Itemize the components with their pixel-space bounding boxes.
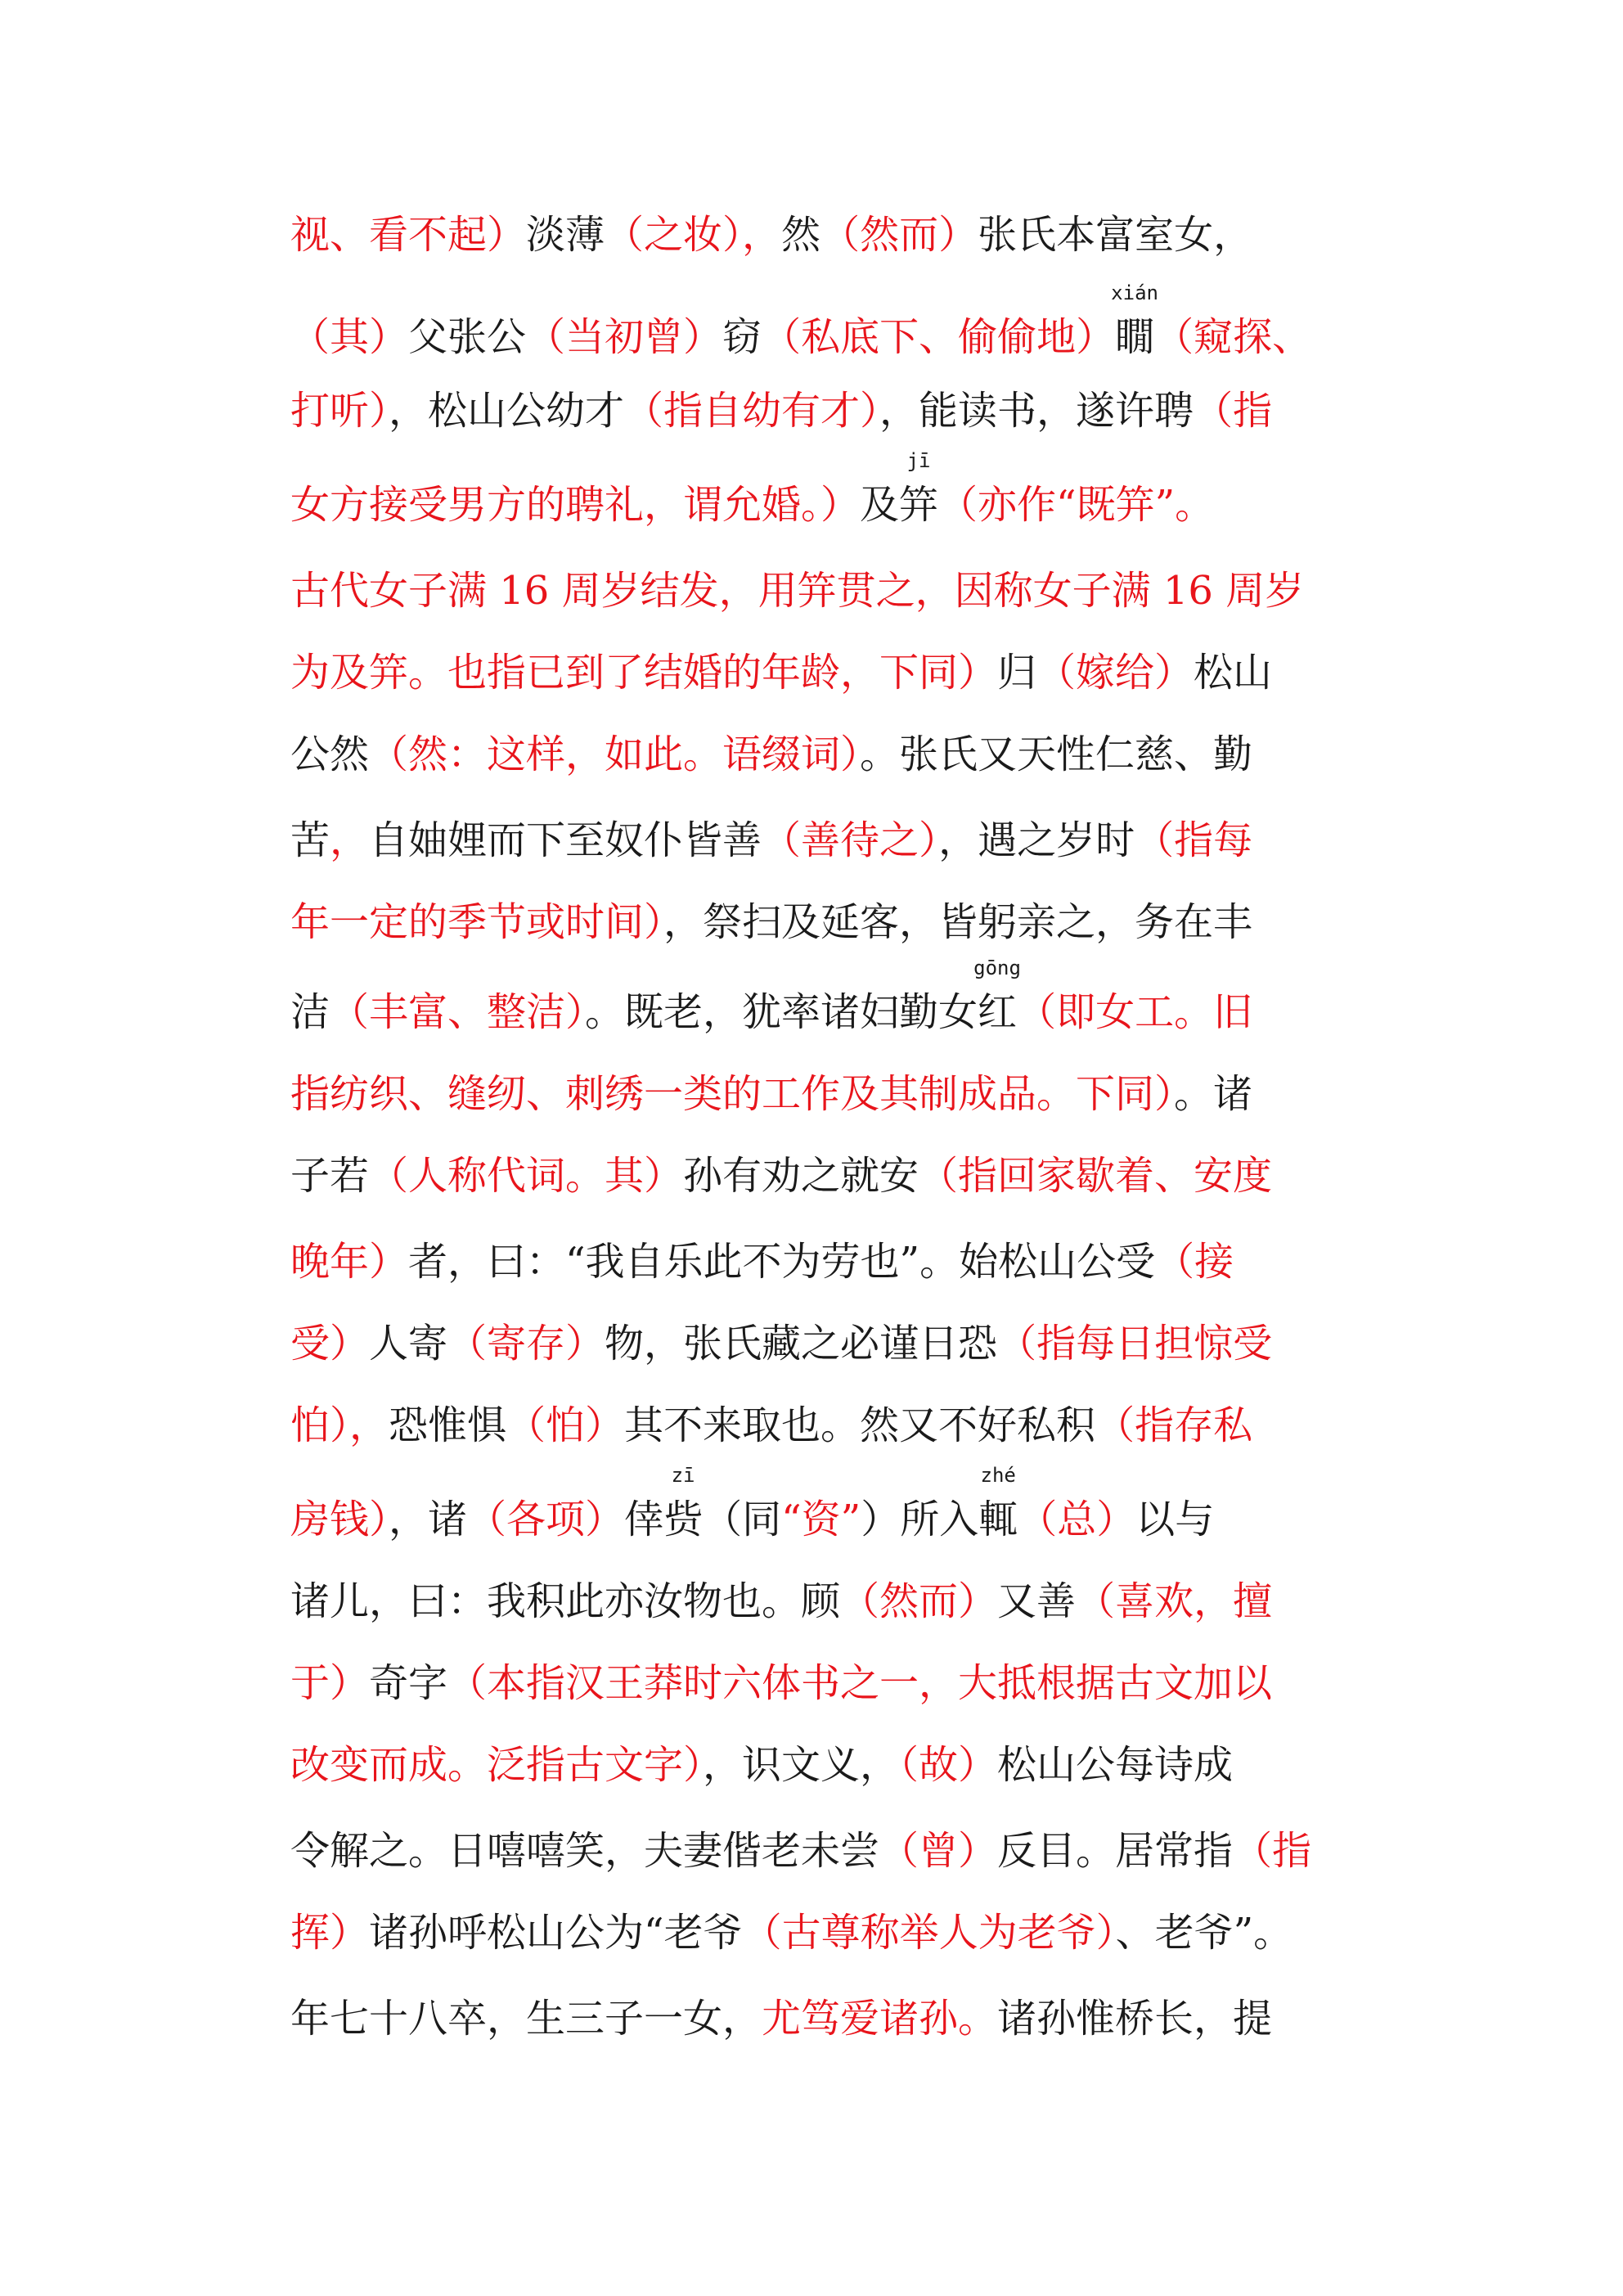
text-line bbox=[290, 1657, 1387, 1709]
annotation-text: （指自幼有才） bbox=[624, 388, 880, 434]
original-text: 年七十八卒，生三子一女， bbox=[290, 1996, 762, 2042]
original-text: 孙有劝之就安 bbox=[683, 1153, 919, 1199]
annotation-text: （怕） bbox=[506, 1402, 625, 1448]
annotation-text: （接 bbox=[1155, 1239, 1234, 1285]
annotation-text: （人称代词。其） bbox=[369, 1153, 684, 1199]
original-text: 松山公每诗成 bbox=[997, 1742, 1234, 1788]
original-text: 公然 bbox=[290, 732, 370, 777]
original-text: ，识文义， bbox=[703, 1742, 900, 1788]
annotation-text: （指存私 bbox=[1095, 1402, 1253, 1448]
original-text: 父张公 bbox=[408, 314, 527, 360]
annotation-text: 改变而成。泛指古文字） bbox=[290, 1742, 704, 1788]
annotation-text: （然：这样，如此。语缀词） bbox=[369, 732, 861, 777]
annotation-text: （亦作“既笄”。 bbox=[938, 482, 1215, 528]
annotation-text: （各项） bbox=[467, 1497, 625, 1542]
annotation-text: （之妆）， bbox=[605, 212, 782, 258]
base-character: 瞯 bbox=[1115, 314, 1155, 360]
text-line bbox=[290, 1150, 1387, 1202]
annotation-text: （曾） bbox=[879, 1828, 998, 1874]
pinyin-annotation: zhé bbox=[980, 1464, 1016, 1487]
text-line bbox=[290, 449, 1387, 531]
original-text: 然 bbox=[781, 212, 821, 258]
original-text: ，诸 bbox=[389, 1497, 468, 1542]
annotated-character bbox=[973, 957, 1021, 1038]
annotation-text: （古尊称举人为老爷） bbox=[742, 1910, 1116, 1956]
original-text: 又善 bbox=[997, 1578, 1077, 1624]
base-character: 輒 bbox=[978, 1497, 1018, 1542]
text-line bbox=[290, 1992, 1387, 2045]
annotation-text: 挥） bbox=[290, 1910, 370, 1956]
pinyin-annotation: xián bbox=[1111, 281, 1158, 304]
original-text: 以与 bbox=[1135, 1497, 1215, 1542]
annotation-text: （丰富、整洁） bbox=[330, 989, 586, 1035]
original-text: ，松山公幼才 bbox=[389, 388, 625, 434]
annotation-text: （嫁给） bbox=[1036, 650, 1194, 696]
annotation-text: （其） bbox=[290, 314, 409, 360]
original-text: 及 bbox=[860, 482, 900, 528]
text-line bbox=[290, 1907, 1387, 1959]
original-text: ，祭扫及延客，皆躬亲之，务在丰 bbox=[663, 899, 1253, 945]
annotation-text: （指每 bbox=[1135, 817, 1253, 863]
original-text: 诸孙呼松山公为“老爷 bbox=[369, 1910, 743, 1956]
annotation-text: 视、看不起） bbox=[290, 212, 527, 258]
original-text: 倖 bbox=[624, 1497, 664, 1542]
text-line bbox=[290, 1464, 1387, 1546]
annotation-text: “资” bbox=[781, 1497, 861, 1542]
text-line bbox=[290, 209, 1387, 261]
annotation-text: （即女工。旧 bbox=[1017, 989, 1253, 1035]
annotation-text: （故） bbox=[899, 1742, 998, 1788]
original-text: （同 bbox=[703, 1497, 782, 1542]
annotation-text: （窥探、 bbox=[1154, 314, 1312, 360]
annotation-text: （喜欢，擅 bbox=[1076, 1578, 1273, 1624]
annotated-character bbox=[978, 1464, 1018, 1546]
text-line bbox=[290, 1068, 1387, 1120]
annotation-text: （指 bbox=[1194, 388, 1273, 434]
text-line bbox=[290, 281, 1387, 363]
original-text: 张氏本富室女， bbox=[978, 212, 1253, 258]
pinyin-annotation: gōng bbox=[973, 957, 1021, 979]
annotated-character bbox=[899, 449, 939, 531]
original-text: 。诸 bbox=[1174, 1071, 1253, 1117]
original-text: 归 bbox=[997, 650, 1037, 696]
original-text: 人寄 bbox=[369, 1321, 448, 1366]
annotated-character bbox=[1111, 281, 1158, 363]
original-text: 、老爷”。 bbox=[1115, 1910, 1293, 1956]
annotation-text: （当初曾） bbox=[526, 314, 723, 360]
annotation-text: 受） bbox=[290, 1321, 370, 1366]
original-text: 。既老，犹率诸妇勤女 bbox=[585, 989, 978, 1035]
original-text: 苦 bbox=[290, 817, 330, 863]
original-text: ，能读书，遂许聘 bbox=[879, 388, 1194, 434]
annotation-text: （善待之） bbox=[762, 817, 939, 863]
text-line bbox=[290, 814, 1387, 867]
annotation-text: （指回家歇着、安度 bbox=[919, 1153, 1273, 1199]
pinyin-annotation: jī bbox=[906, 449, 931, 472]
annotation-text: 晚年） bbox=[290, 1239, 409, 1285]
annotation-text: （指每日担惊受 bbox=[997, 1321, 1273, 1366]
original-text: 日嘻嘻笑，夫妻偕老未尝 bbox=[447, 1828, 880, 1874]
text-line bbox=[290, 1575, 1387, 1627]
original-text: 淡薄 bbox=[526, 212, 605, 258]
text-line bbox=[290, 385, 1387, 437]
original-text: 奇字 bbox=[369, 1660, 448, 1706]
text-line bbox=[290, 1825, 1387, 1877]
original-text: 反目。居常指 bbox=[997, 1828, 1234, 1874]
original-text: 自妯娌而下至奴仆皆善 bbox=[369, 817, 762, 863]
text-line bbox=[290, 565, 1387, 617]
annotation-text: （指 bbox=[1233, 1828, 1312, 1874]
text-line bbox=[290, 1739, 1387, 1791]
annotation-text: 打听） bbox=[290, 388, 389, 434]
original-text: 子若 bbox=[290, 1153, 370, 1199]
original-text: ）所入 bbox=[861, 1497, 979, 1542]
annotation-text: 怕）， bbox=[290, 1402, 389, 1448]
original-text: 诸儿，曰：我积此亦汝物也。 bbox=[290, 1578, 802, 1624]
pinyin-annotation: zī bbox=[671, 1464, 695, 1487]
base-character: 笄 bbox=[899, 482, 939, 528]
annotation-text: （寄存） bbox=[447, 1321, 605, 1366]
original-text: 者，曰：“我自乐此不为劳也”。始松山公受 bbox=[408, 1239, 1156, 1285]
annotation-text: （本指汉王莽时六体书之一，大抵根据古文加以 bbox=[447, 1660, 1273, 1706]
annotation-text: （私底下、偷偷地） bbox=[762, 314, 1116, 360]
original-text: 松山 bbox=[1194, 650, 1273, 696]
base-character: 红 bbox=[978, 989, 1018, 1035]
annotation-text: 古代女子满 16 周岁结发，用笄贯之，因称女子满 16 周岁 bbox=[290, 568, 1305, 614]
original-text: 诸孙惟桥长，提 bbox=[997, 1996, 1273, 2042]
annotation-text: 房钱） bbox=[290, 1497, 389, 1542]
original-text: 其不来取也。然又不好私积 bbox=[624, 1402, 1096, 1448]
original-text: 物，张氏藏之必谨日恐 bbox=[605, 1321, 998, 1366]
annotation-text: 年一定的季节或时间） bbox=[290, 899, 664, 945]
annotation-text: 女方接受男方的聘礼，谓允婚。） bbox=[290, 482, 861, 528]
original-text: 。张氏又天性仁慈、勤 bbox=[860, 732, 1253, 777]
text-line bbox=[290, 646, 1387, 699]
annotated-character bbox=[663, 1464, 704, 1546]
original-text: 恐惟惧 bbox=[389, 1402, 507, 1448]
original-text: 洁 bbox=[290, 989, 330, 1035]
base-character: 赀 bbox=[663, 1497, 704, 1542]
original-text: ，遇之岁时 bbox=[938, 817, 1135, 863]
annotation-text: （然而） bbox=[820, 212, 978, 258]
annotation-text: 指纺织、缝纫、刺绣一类的工作及其制成品。下同） bbox=[290, 1071, 1175, 1117]
text-line bbox=[290, 896, 1387, 948]
text-line bbox=[290, 1236, 1387, 1288]
annotation-text: 于） bbox=[290, 1660, 370, 1706]
original-text: 令解之。 bbox=[290, 1828, 448, 1874]
annotation-text: （然而） bbox=[840, 1578, 998, 1624]
text-line bbox=[290, 1399, 1387, 1452]
original-text: 顾 bbox=[801, 1578, 841, 1624]
annotation-text: 尤笃爱诸孙。 bbox=[762, 1996, 998, 2042]
text-line bbox=[290, 957, 1387, 1038]
annotation-text: （总） bbox=[1018, 1497, 1136, 1542]
text-line bbox=[290, 728, 1387, 781]
annotation-text: 为及笄。也指已到了结婚的年龄，下同） bbox=[290, 650, 998, 696]
original-text: 窃 bbox=[722, 314, 762, 360]
annotation-text: ， bbox=[330, 817, 370, 863]
text-line bbox=[290, 1317, 1387, 1370]
